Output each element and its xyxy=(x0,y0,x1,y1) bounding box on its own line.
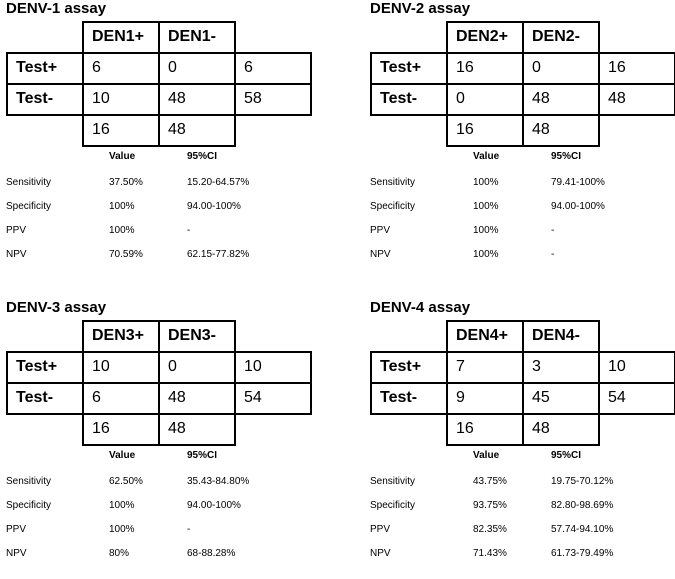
stat-value-ppv: 82.35% xyxy=(473,524,507,535)
stats-header-ci: 95%CI xyxy=(551,151,582,162)
stat-name-specificity: Specificity xyxy=(6,201,52,212)
stat-name-sensitivity: Sensitivity xyxy=(370,476,416,487)
row-header-test-negative: Test- xyxy=(370,382,448,415)
cell-true-positive: 10 xyxy=(82,351,160,384)
cell-row-total: 6 xyxy=(234,52,312,85)
cell-column-total-negative: 48 xyxy=(522,114,600,147)
denv-2-panel xyxy=(370,0,675,280)
cell-false-positive: 0 xyxy=(158,52,236,85)
stat-ci-sensitivity: 15.20-64.57% xyxy=(187,177,250,188)
panel-title: DENV-4 assay xyxy=(370,299,471,316)
stats-header-ci: 95%CI xyxy=(187,151,218,162)
col-header-positive: DEN1+ xyxy=(82,21,160,54)
cell-row-total: 10 xyxy=(598,351,675,384)
cell-false-negative: 6 xyxy=(82,382,160,415)
stat-ci-npv: 62.15-77.82% xyxy=(187,249,250,260)
stat-ci-ppv: - xyxy=(187,225,191,236)
stat-value-npv: 70.59% xyxy=(109,249,143,260)
col-header-negative: DEN3- xyxy=(158,320,236,353)
stat-ci-ppv: 57.74-94.10% xyxy=(551,524,614,535)
stats-header-value: Value xyxy=(473,450,500,461)
stat-name-ppv: PPV xyxy=(6,524,27,535)
cell-true-positive: 6 xyxy=(82,52,160,85)
stat-name-specificity: Specificity xyxy=(370,201,416,212)
cell-column-total-negative: 48 xyxy=(158,114,236,147)
stat-name-npv: NPV xyxy=(370,548,391,559)
stat-name-specificity: Specificity xyxy=(370,500,416,511)
stat-value-npv: 71.43% xyxy=(473,548,507,559)
stat-value-npv: 80% xyxy=(109,548,130,559)
stats-header-ci: 95%CI xyxy=(551,450,582,461)
stat-value-specificity: 100% xyxy=(473,201,499,212)
cell-column-total-positive: 16 xyxy=(82,413,160,446)
stat-ci-npv: - xyxy=(551,249,555,260)
col-header-positive: DEN2+ xyxy=(446,21,524,54)
stat-name-npv: NPV xyxy=(6,249,27,260)
stats-header-value: Value xyxy=(109,450,136,461)
cell-false-negative: 10 xyxy=(82,83,160,116)
stats-header-value: Value xyxy=(473,151,500,162)
denv-4-panel xyxy=(370,299,675,579)
cell-true-negative: 48 xyxy=(158,382,236,415)
col-header-negative: DEN4- xyxy=(522,320,600,353)
stat-name-ppv: PPV xyxy=(370,524,391,535)
stat-ci-ppv: - xyxy=(187,524,191,535)
cell-column-total-negative: 48 xyxy=(158,413,236,446)
cell-row-total: 54 xyxy=(598,382,675,415)
stat-ci-specificity: 82.80-98.69% xyxy=(551,500,614,511)
cell-true-positive: 16 xyxy=(446,52,524,85)
row-header-test-positive: Test+ xyxy=(6,351,84,384)
cell-column-total-positive: 16 xyxy=(446,114,524,147)
cell-row-total: 10 xyxy=(234,351,312,384)
stat-name-specificity: Specificity xyxy=(6,500,52,511)
stat-value-sensitivity: 43.75% xyxy=(473,476,507,487)
cell-row-total: 48 xyxy=(598,83,675,116)
panel-title: DENV-2 assay xyxy=(370,0,471,17)
panel-title: DENV-3 assay xyxy=(6,299,107,316)
cell-false-negative: 0 xyxy=(446,83,524,116)
cell-column-total-positive: 16 xyxy=(82,114,160,147)
stats-header-value: Value xyxy=(109,151,136,162)
stat-value-specificity: 100% xyxy=(109,500,135,511)
stat-name-sensitivity: Sensitivity xyxy=(6,177,52,188)
row-header-test-negative: Test- xyxy=(6,83,84,116)
cell-false-positive: 0 xyxy=(158,351,236,384)
stat-ci-specificity: 94.00-100% xyxy=(187,201,241,212)
stat-ci-specificity: 94.00-100% xyxy=(551,201,605,212)
stat-name-npv: NPV xyxy=(370,249,391,260)
stat-ci-sensitivity: 35.43-84.80% xyxy=(187,476,250,487)
cell-true-positive: 7 xyxy=(446,351,524,384)
cell-true-negative: 48 xyxy=(522,83,600,116)
stat-ci-npv: 61.73-79.49% xyxy=(551,548,614,559)
row-header-test-negative: Test- xyxy=(6,382,84,415)
stat-name-ppv: PPV xyxy=(370,225,391,236)
stat-value-npv: 100% xyxy=(473,249,499,260)
row-header-test-negative: Test- xyxy=(370,83,448,116)
stat-value-specificity: 93.75% xyxy=(473,500,507,511)
stats-header-ci: 95%CI xyxy=(187,450,218,461)
cell-false-negative: 9 xyxy=(446,382,524,415)
stat-value-ppv: 100% xyxy=(109,225,135,236)
stat-name-npv: NPV xyxy=(6,548,27,559)
cell-true-negative: 48 xyxy=(158,83,236,116)
cell-row-total: 16 xyxy=(598,52,675,85)
stat-ci-npv: 68-88.28% xyxy=(187,548,236,559)
stat-value-sensitivity: 100% xyxy=(473,177,499,188)
cell-row-total: 58 xyxy=(234,83,312,116)
col-header-negative: DEN2- xyxy=(522,21,600,54)
cell-false-positive: 3 xyxy=(522,351,600,384)
row-header-test-positive: Test+ xyxy=(370,351,448,384)
stat-value-ppv: 100% xyxy=(109,524,135,535)
row-header-test-positive: Test+ xyxy=(6,52,84,85)
stat-value-ppv: 100% xyxy=(473,225,499,236)
col-header-negative: DEN1- xyxy=(158,21,236,54)
stat-ci-sensitivity: 79.41-100% xyxy=(551,177,605,188)
stat-ci-specificity: 94.00-100% xyxy=(187,500,241,511)
stat-ci-sensitivity: 19.75-70.12% xyxy=(551,476,614,487)
cell-row-total: 54 xyxy=(234,382,312,415)
stat-value-specificity: 100% xyxy=(109,201,135,212)
cell-column-total-negative: 48 xyxy=(522,413,600,446)
denv-1-panel xyxy=(6,0,326,280)
row-header-test-positive: Test+ xyxy=(370,52,448,85)
stat-name-sensitivity: Sensitivity xyxy=(6,476,52,487)
cell-true-negative: 45 xyxy=(522,382,600,415)
panel-title: DENV-1 assay xyxy=(6,0,107,17)
stat-name-ppv: PPV xyxy=(6,225,27,236)
cell-column-total-positive: 16 xyxy=(446,413,524,446)
stat-value-sensitivity: 62.50% xyxy=(109,476,143,487)
stat-ci-ppv: - xyxy=(551,225,555,236)
col-header-positive: DEN3+ xyxy=(82,320,160,353)
cell-false-positive: 0 xyxy=(522,52,600,85)
stat-name-sensitivity: Sensitivity xyxy=(370,177,416,188)
col-header-positive: DEN4+ xyxy=(446,320,524,353)
stat-value-sensitivity: 37.50% xyxy=(109,177,143,188)
denv-3-panel xyxy=(6,299,326,579)
